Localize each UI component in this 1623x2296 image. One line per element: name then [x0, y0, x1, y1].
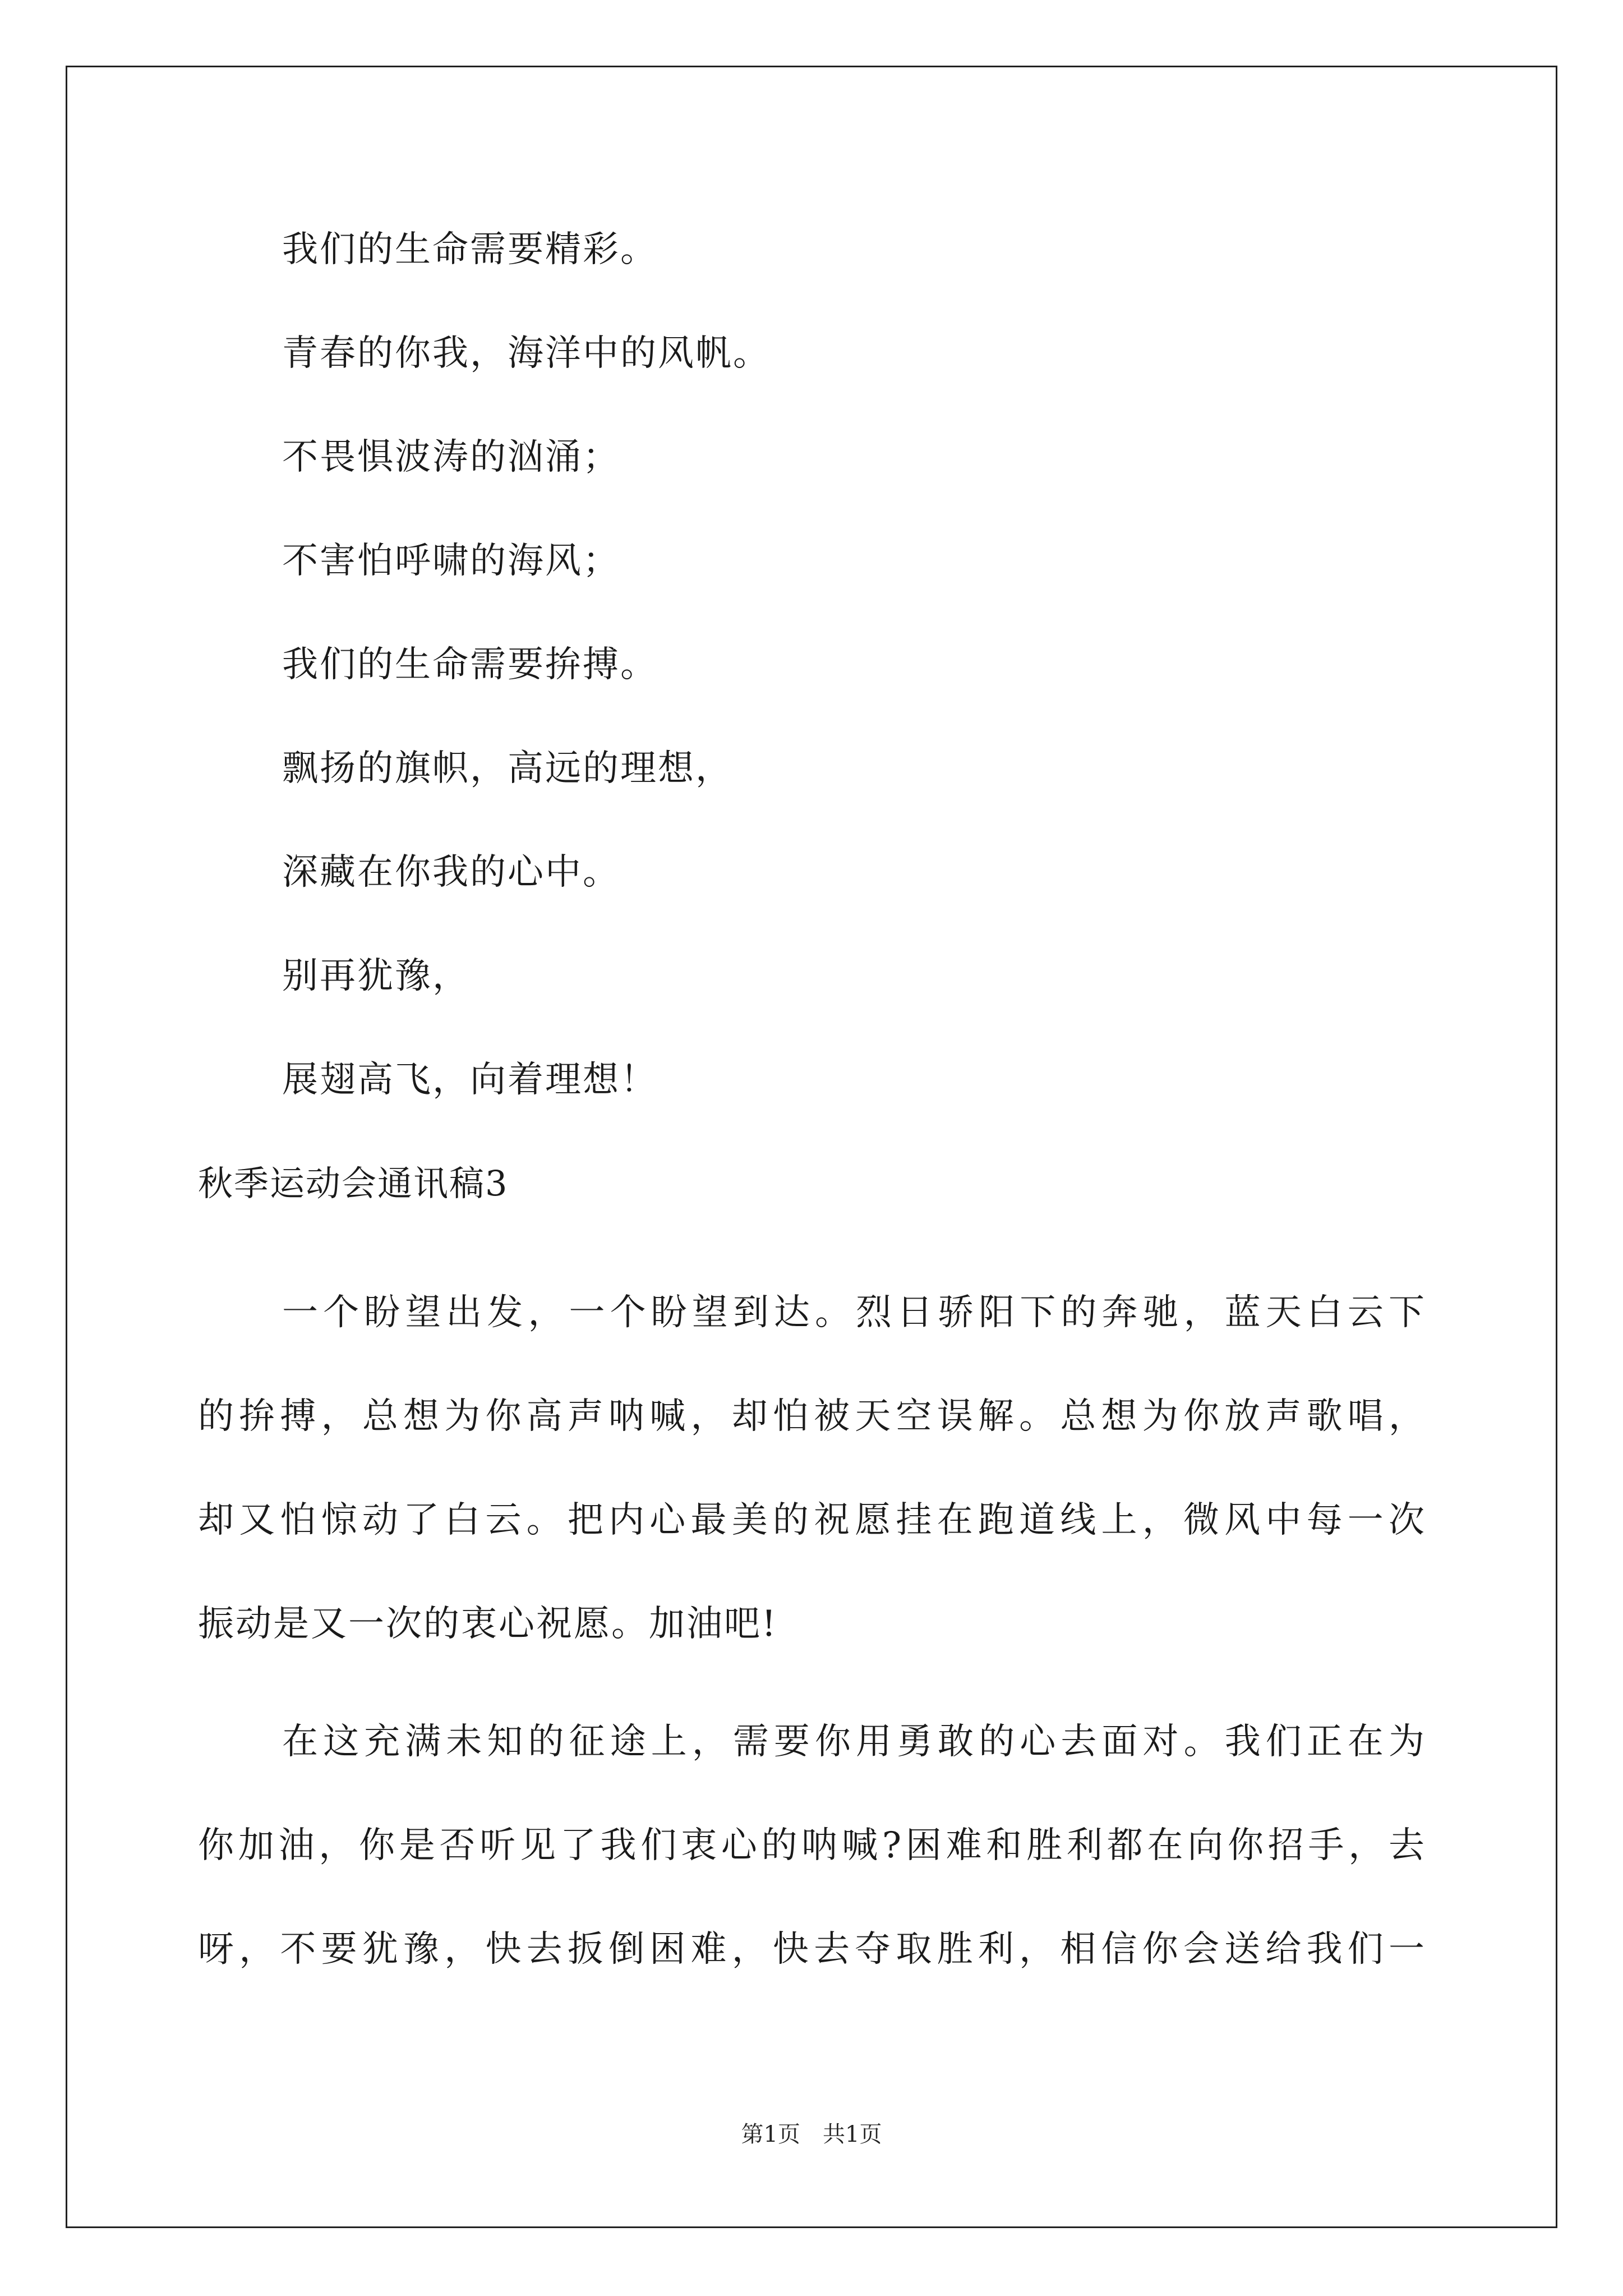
- section-title: 秋季运动会通讯稿3: [198, 1163, 509, 1204]
- poem-line: 青春的你我，海洋中的风帆。: [282, 333, 771, 374]
- paragraph-line: 呀，不要犹豫，快去扳倒困难，快去夺取胜利，相信你会送给我们一: [198, 1929, 1426, 1970]
- poem-line: 深藏在你我的心中。: [282, 852, 620, 893]
- poem-line: 我们的生命需要精彩。: [282, 229, 658, 270]
- paragraph-line: 一个盼望出发，一个盼望到达。烈日骄阳下的奔驰，蓝天白云下: [282, 1292, 1426, 1333]
- poem-line: 飘扬的旗帜，高远的理想，: [282, 748, 733, 789]
- poem-line: 我们的生命需要拚搏。: [282, 644, 658, 685]
- poem-line: 不害怕呼啸的海风；: [282, 540, 620, 582]
- paragraph-line: 在这充满未知的征途上，需要你用勇敢的心去面对。我们正在为: [282, 1721, 1426, 1763]
- paragraph-line: 的拚搏，总想为你高声呐喊，却怕被天空误解。总想为你放声歌唱，: [198, 1396, 1426, 1437]
- paragraph-line: 振动是又一次的衷心祝愿。加油吧!: [198, 1603, 778, 1645]
- poem-line: 展翅高飞，向着理想！: [282, 1059, 658, 1101]
- poem-line: 不畏惧波涛的汹涌；: [282, 436, 620, 478]
- paragraph-line: 你加油，你是否听见了我们衷心的呐喊?困难和胜利都在向你招手，去: [198, 1825, 1426, 1866]
- page-border: [66, 66, 1557, 2228]
- paragraph-line: 却又怕惊动了白云。把内心最美的祝愿挂在跑道线上，微风中每一次: [198, 1499, 1426, 1541]
- page-footer: 第1页 共1页: [741, 2122, 882, 2147]
- poem-line: 别再犹豫，: [282, 955, 470, 997]
